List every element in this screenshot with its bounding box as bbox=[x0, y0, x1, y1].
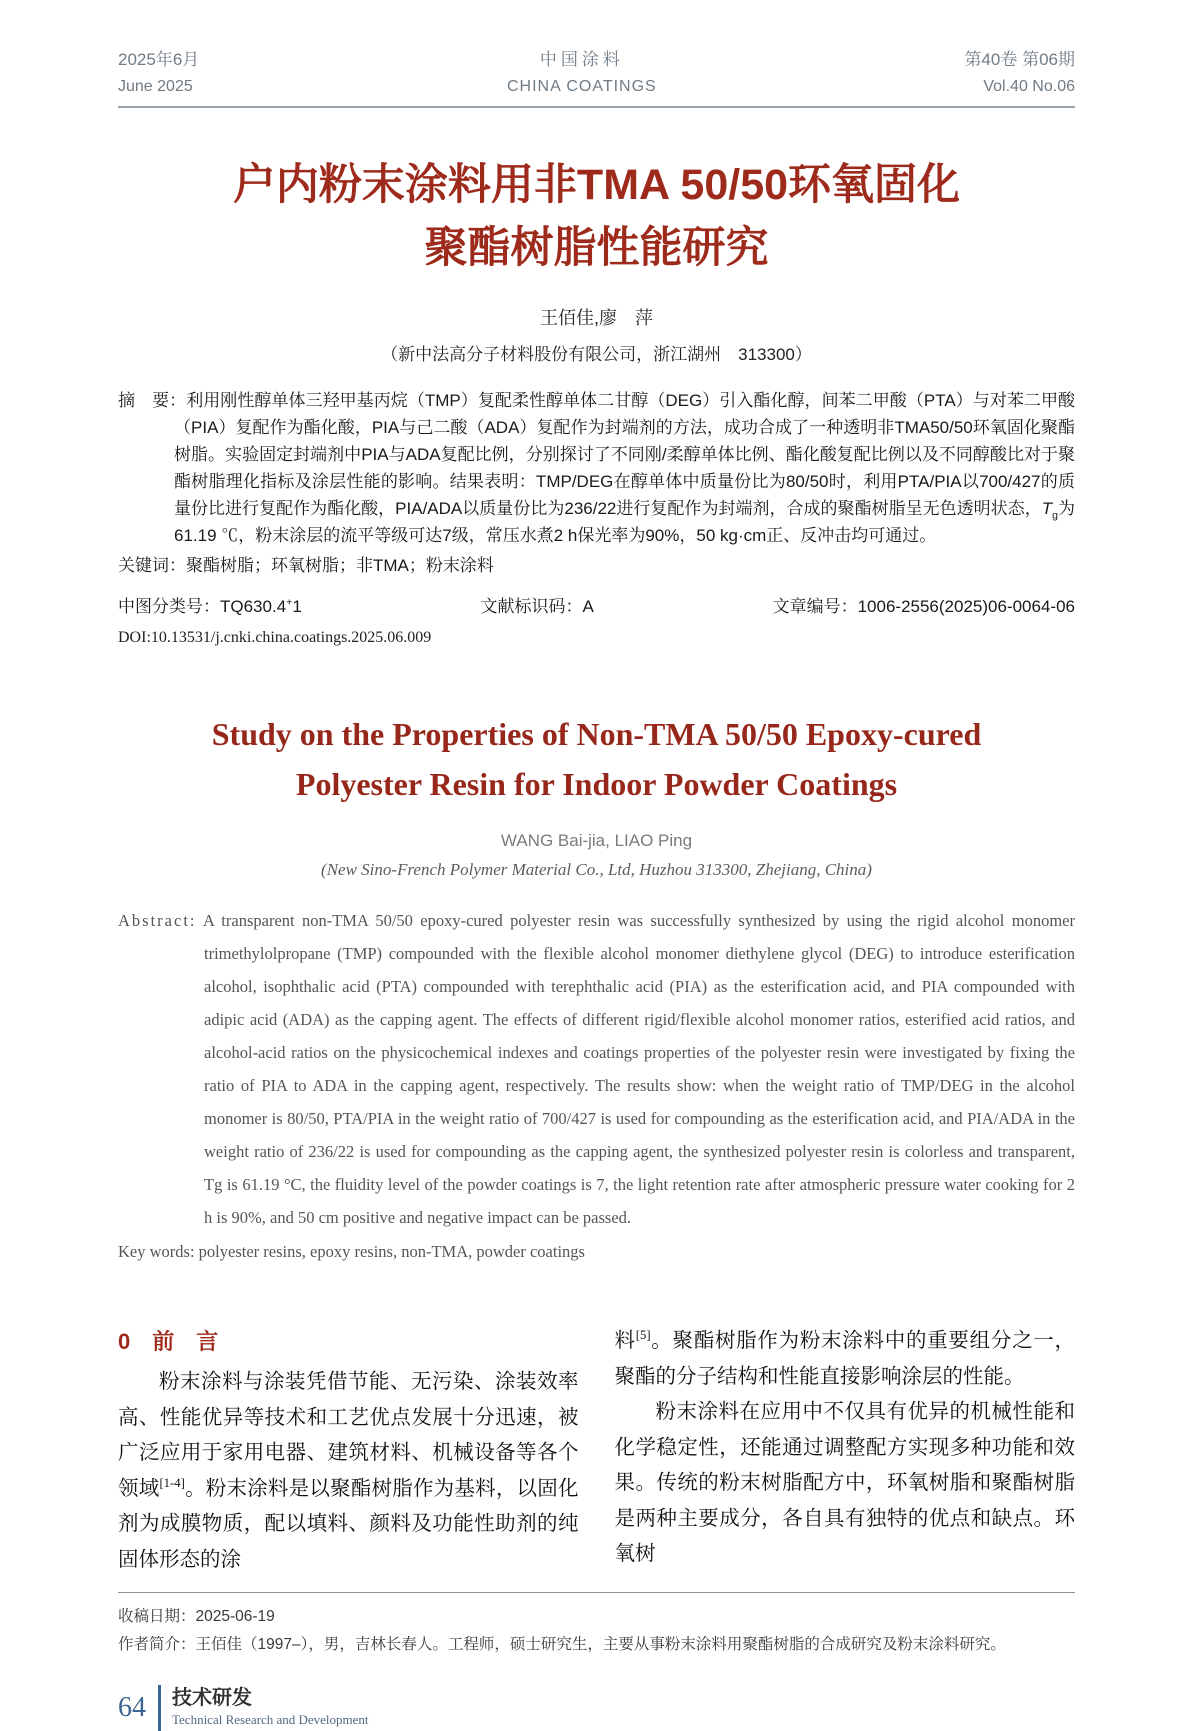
section-heading bbox=[118, 1324, 579, 1359]
affiliation-cn: （新中法高分子材料股份有限公司，浙江湖州 313300） bbox=[381, 345, 812, 364]
document-code-value: A bbox=[582, 597, 594, 616]
intro-paragraph-2: 粉末涂料在应用中不仅具有优异的机械性能和化学稳定性，还能通过调整配方实现多种功能和效果。传统的粉末树脂配方中，环氧树脂和聚酯树脂是两种主要成分，各自具有独特的优点和缺点。环氧树 bbox=[614, 1401, 1075, 1565]
document-code-label: 文献标识码： bbox=[480, 597, 583, 616]
header-journal-en: CHINA COATINGS bbox=[507, 78, 657, 95]
meta-row bbox=[118, 592, 1075, 617]
header-date bbox=[118, 46, 199, 100]
intro-p1-text-b: 。粉末涂料是以聚酯树脂作为基料，以固化剂为成膜物质，配以填料、颜料及功能性助剂的纯固体形态的涂 bbox=[118, 1477, 579, 1571]
intro-paragraph-1-continued bbox=[615, 1324, 1076, 1395]
footer-column-name bbox=[172, 1685, 369, 1731]
article-title-en-line2: Polyester Resin for Indoor Powder Coatings bbox=[295, 766, 898, 802]
clc-number bbox=[118, 592, 302, 617]
abstract-cn bbox=[118, 387, 1075, 549]
tg-symbol: T bbox=[1041, 499, 1053, 518]
author-bio: 作者简介：王佰佳（1997–），男，吉林长春人。工程师，硕士研究生，主要从事粉末涂料用聚酯树脂的合成研究及粉末涂料研究。 bbox=[118, 1636, 1006, 1653]
clc-tail: 1 bbox=[292, 597, 302, 616]
intro-p1-cont-text-a: 料 bbox=[614, 1330, 636, 1352]
clc-superscript: + bbox=[286, 596, 293, 609]
article-title-en-line1: Study on the Properties of Non-TMA 50/50 Epoxy-cured bbox=[211, 716, 982, 752]
abstract-en bbox=[118, 904, 1075, 1234]
header-issue-cn: 第40卷 第06期 bbox=[964, 50, 1075, 69]
header-date-cn: 2025年6月 bbox=[118, 50, 200, 69]
abstract-en-text: A transparent non-TMA 50/50 epoxy-cured polyester resin was successfully synthesized by using the rigid alcohol monomer trimethylolpropane (TMP) compounded with the flexible alcohol monomer diethylene glycol (DEG) to introduce esterification alcohol, isophthalic acid (PTA) compounded with terephthalic acid (PIA) as the esterification acid, and PIA compounded with adipic acid (ADA) as the capping agent. The effects of different rigid/flexible alcohol monomer ratios, esterified acid ratios, and alcohol-acid ratios on the physicochemical indexes and coatings properties of the polyester resin were investigated by fixing the ratio of PIA to ADA in the capping agent, respectively. The results show: when the weight ratio of TMP/DEG in the alcohol monomer is 80/50, PTA/PIA in the weight ratio of 700/427 is used for compounding as the esterification acid, and PIA/ADA in the weight ratio of 236/22 is used for compounding as the capping agent, the synthesized polyester resin is colorless and transparent, Tg is 61.19 °C, the fluidity level of the powder coatings is 7, the light retention rate after atmospheric pressure water cooking for 2 h is 90%, and 50 cm positive and negative impact can be passed. bbox=[196, 911, 1075, 1227]
intro-p1-cont-text-b: 。聚酯树脂作为粉末涂料中的重要组分之一，聚酯的分子结构和性能直接影响涂层的性能。 bbox=[614, 1330, 1076, 1388]
authors-en: WANG Bai-jia, LIAO Ping bbox=[500, 831, 693, 850]
document-code bbox=[481, 592, 594, 617]
journal-header bbox=[118, 46, 1075, 100]
page-footer bbox=[118, 1685, 1075, 1731]
header-issue-en: Vol.40 No.06 bbox=[983, 78, 1075, 95]
keywords-cn bbox=[118, 552, 1075, 579]
section-title: 前 言 bbox=[152, 1329, 219, 1354]
authors-cn: 王佰佳,廖 萍 bbox=[539, 308, 653, 328]
introduction-section bbox=[118, 1324, 1075, 1578]
article-title-cn-line1: 户内粉末涂料用非TMA 50/50环氧固化 bbox=[232, 161, 961, 209]
abstract-cn-text-2: 为61.19 ℃，粉末涂层的流平等级可达7级，常压水煮2 h保光率为90%，50 kg·cm正、反冲击均可通过。 bbox=[174, 499, 1075, 545]
header-issue bbox=[964, 46, 1075, 100]
intro-right-column bbox=[615, 1324, 1076, 1578]
article-id-value: 1006-2556(2025)06-0064-06 bbox=[857, 597, 1075, 616]
footer-divider-bar bbox=[158, 1685, 161, 1731]
abstract-cn-text-1: 利用刚性醇单体三羟甲基丙烷（TMP）复配柔性醇单体二甘醇（DEG）引入酯化醇，间苯二甲酸（PTA）与对苯二甲酸（PIA）复配作为酯化酸，PIA与己二酸（ADA）复配作为封端剂的方法，成功合成了一种透明非TMA50/50环氧固化聚酯树脂。实验固定封端剂中PIA与ADA复配比例，分别探讨了不同刚/柔醇单体比例、酯化酸复配比例以及不同醇酸比对于聚酯树脂理化指标及涂层性能的影响。结果表明：TMP/DEG在醇单体中质量份比为80/50时，利用PTA/PIA以700/427的质量份比进行复配作为酯化酸，PIA/ADA以质量份比为236/22进行复配作为封端剂，合成的聚酯树脂呈无色透明状态， bbox=[174, 391, 1076, 518]
citation-ref-5: [5] bbox=[635, 1328, 651, 1343]
keywords-cn-text: 聚酯树脂；环氧树脂；非TMA；粉末涂料 bbox=[186, 556, 494, 575]
section-number: 0 bbox=[118, 1329, 131, 1354]
header-journal bbox=[507, 46, 657, 100]
article-title-en bbox=[118, 709, 1075, 809]
received-date: 收稿日期：2025-06-19 bbox=[118, 1608, 275, 1625]
keywords-en-text: polyester resins, epoxy resins, non-TMA, powder coatings bbox=[194, 1242, 585, 1261]
intro-left-column bbox=[118, 1324, 579, 1578]
tg-subscript: g bbox=[1052, 509, 1058, 522]
footnote bbox=[118, 1592, 1075, 1659]
footer-column-en: Technical Research and Development bbox=[172, 1712, 369, 1727]
article-id-label: 文章编号： bbox=[772, 597, 858, 616]
clc-value: TQ630.4 bbox=[220, 597, 287, 616]
header-journal-cn: 中国涂料 bbox=[539, 50, 624, 69]
article-id bbox=[773, 592, 1075, 617]
citation-ref-1-4: [1-4] bbox=[159, 1475, 185, 1490]
header-date-en: June 2025 bbox=[118, 78, 193, 95]
page-number: 64 bbox=[118, 1692, 146, 1723]
keywords-en bbox=[118, 1235, 1075, 1268]
intro-p1-text-a: 粉末涂料与涂装凭借节能、无污染、涂装效率高、性能优异等技术和工艺优点发展十分迅速，被广泛应用于家用电器、建筑材料、机械设备等各个领域 bbox=[118, 1371, 579, 1500]
abstract-cn-label: 摘 要： bbox=[118, 391, 187, 410]
keywords-en-label: Key words: bbox=[118, 1242, 195, 1261]
footer-column-cn: 技术研发 bbox=[172, 1687, 252, 1709]
article-title-cn-line2: 聚酯树脂性能研究 bbox=[424, 224, 769, 272]
intro-paragraph-1 bbox=[118, 1365, 579, 1578]
header-rule bbox=[118, 106, 1075, 108]
abstract-en-label: Abstract: bbox=[118, 911, 197, 930]
clc-label: 中图分类号： bbox=[118, 597, 220, 616]
keywords-cn-label: 关键词： bbox=[118, 556, 186, 575]
doi: DOI:10.13531/j.cnki.china.coatings.2025.06.009 bbox=[118, 629, 432, 646]
article-title-cn bbox=[118, 154, 1075, 280]
affiliation-en: (New Sino-French Polymer Material Co., Ltd, Huzhou 313300, Zhejiang, China) bbox=[321, 860, 872, 879]
